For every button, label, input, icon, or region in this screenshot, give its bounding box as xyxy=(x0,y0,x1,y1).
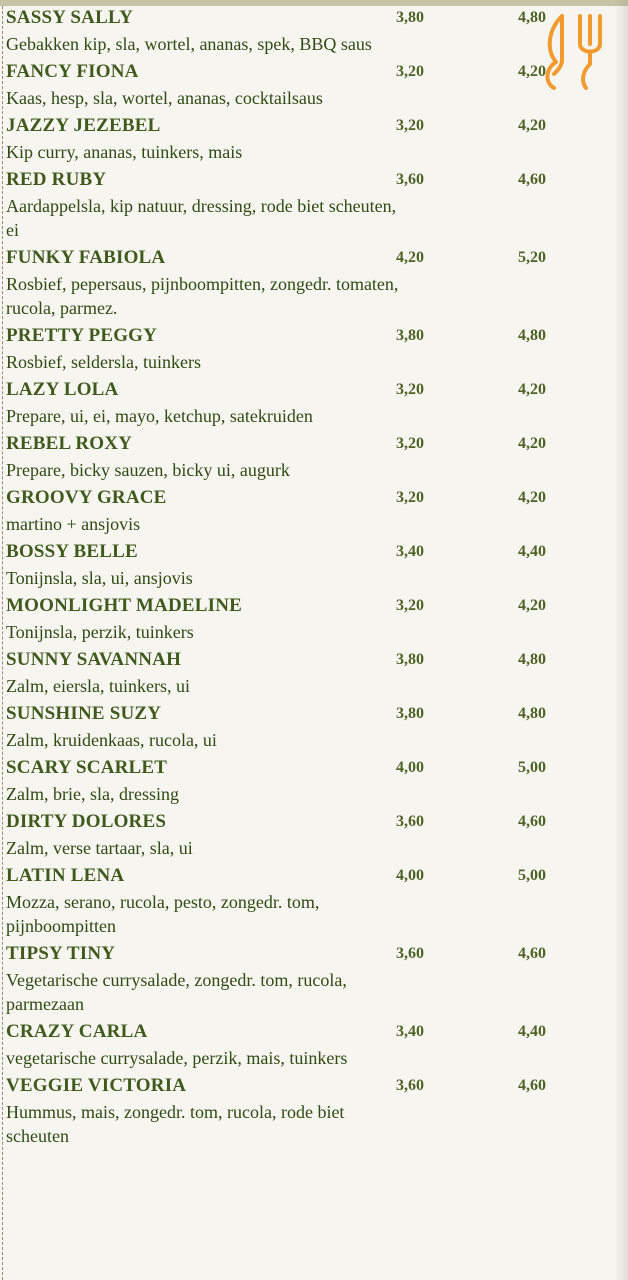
item-price-small: 3,60 xyxy=(396,813,424,830)
item-price-small: 3,20 xyxy=(396,435,424,452)
item-price-large: 4,20 xyxy=(518,63,546,80)
item-price-large: 5,20 xyxy=(518,249,546,266)
item-price-small: 3,20 xyxy=(396,489,424,506)
menu-item-scary-scarlet xyxy=(6,754,606,808)
menu-item-moonlight-madeline xyxy=(6,592,606,646)
item-description: Prepare, bicky sauzen, bicky ui, augurk xyxy=(6,460,290,480)
item-description: Zalm, brie, sla, dressing xyxy=(6,784,179,804)
menu-item-fancy-fiona xyxy=(6,58,606,112)
item-name: JAZZY JEZEBEL xyxy=(6,115,161,136)
item-price-large: 4,60 xyxy=(518,171,546,188)
menu-item-sunny-savannah xyxy=(6,646,606,700)
menu-item-funky-fabiola xyxy=(6,244,606,322)
item-price-small: 3,80 xyxy=(396,705,424,722)
dashed-margin-line xyxy=(2,6,3,1280)
menu-item-sassy-sally xyxy=(6,4,606,58)
menu-item-sunshine-suzy xyxy=(6,700,606,754)
item-price-large: 5,00 xyxy=(518,759,546,776)
item-price-large: 4,20 xyxy=(518,381,546,398)
item-name: MOONLIGHT MADELINE xyxy=(6,595,243,616)
menu-item-veggie-victoria xyxy=(6,1072,606,1150)
item-name: LATIN LENA xyxy=(6,865,125,886)
item-name: PRETTY PEGGY xyxy=(6,325,158,346)
item-price-large: 4,20 xyxy=(518,117,546,134)
item-description: Tonijnsla, sla, ui, ansjovis xyxy=(6,568,193,588)
item-name: SASSY SALLY xyxy=(6,7,133,28)
item-price-small: 3,80 xyxy=(396,327,424,344)
item-price-large: 5,00 xyxy=(518,867,546,884)
item-price-small: 3,20 xyxy=(396,63,424,80)
item-price-small: 3,40 xyxy=(396,543,424,560)
item-description: Zalm, verse tartaar, sla, ui xyxy=(6,838,193,858)
menu-item-red-ruby xyxy=(6,166,606,244)
item-description: Tonijnsla, perzik, tuinkers xyxy=(6,622,194,642)
item-name: SUNNY SAVANNAH xyxy=(6,649,182,670)
item-description: Prepare, ui, ei, mayo, ketchup, satekruiden xyxy=(6,406,313,426)
item-name: CRAZY CARLA xyxy=(6,1021,148,1042)
item-name: FANCY FIONA xyxy=(6,61,139,82)
item-name: VEGGIE VICTORIA xyxy=(6,1075,187,1096)
item-price-small: 3,20 xyxy=(396,381,424,398)
item-name: FUNKY FABIOLA xyxy=(6,247,166,268)
menu-item-latin-lena xyxy=(6,862,606,940)
item-description: Kip curry, ananas, tuinkers, mais xyxy=(6,142,243,162)
item-name: REBEL ROXY xyxy=(6,433,133,454)
item-description: Hummus, mais, zongedr. tom, rucola, rode biet scheuten xyxy=(6,1102,345,1146)
page-edge-shadow xyxy=(614,0,628,1280)
item-name: BOSSY BELLE xyxy=(6,541,138,562)
item-description: Kaas, hesp, sla, wortel, ananas, cocktailsaus xyxy=(6,88,323,108)
item-name: TIPSY TINY xyxy=(6,943,116,964)
menu-item-jazzy-jezebel xyxy=(6,112,606,166)
item-price-large: 4,60 xyxy=(518,813,546,830)
item-description: Vegetarische currysalade, zongedr. tom, rucola, parmezaan xyxy=(6,970,347,1014)
item-price-small: 4,00 xyxy=(396,759,424,776)
item-price-large: 4,20 xyxy=(518,435,546,452)
menu-item-tipsy-tiny xyxy=(6,940,606,1018)
item-price-large: 4,60 xyxy=(518,945,546,962)
item-description: vegetarische currysalade, perzik, mais, tuinkers xyxy=(6,1048,348,1068)
item-price-small: 4,00 xyxy=(396,867,424,884)
item-name: DIRTY DOLORES xyxy=(6,811,167,832)
menu-item-dirty-dolores xyxy=(6,808,606,862)
item-price-small: 3,40 xyxy=(396,1023,424,1040)
item-price-large: 4,20 xyxy=(518,597,546,614)
item-name: RED RUBY xyxy=(6,169,107,190)
item-price-small: 4,20 xyxy=(396,249,424,266)
menu-item-rebel-roxy xyxy=(6,430,606,484)
item-name: GROOVY GRACE xyxy=(6,487,167,508)
item-description: Rosbief, seldersla, tuinkers xyxy=(6,352,201,372)
item-description: Aardappelsla, kip natuur, dressing, rode biet scheuten, ei xyxy=(6,196,397,240)
item-price-large: 4,60 xyxy=(518,1077,546,1094)
item-description: Zalm, eiersla, tuinkers, ui xyxy=(6,676,190,696)
item-price-large: 4,80 xyxy=(518,705,546,722)
item-price-small: 3,80 xyxy=(396,9,424,26)
item-name: SUNSHINE SUZY xyxy=(6,703,162,724)
fork-knife-icon xyxy=(540,10,612,92)
item-name: SCARY SCARLET xyxy=(6,757,168,778)
item-description: Mozza, serano, rucola, pesto, zongedr. tom, pijnboompitten xyxy=(6,892,320,936)
sandwich-menu-list xyxy=(6,4,606,1150)
item-description: Rosbief, pepersaus, pijnboompitten, zongedr. tomaten, rucola, parmez. xyxy=(6,274,399,318)
item-price-large: 4,80 xyxy=(518,9,546,26)
item-price-small: 3,60 xyxy=(396,171,424,188)
item-description: Gebakken kip, sla, wortel, ananas, spek, BBQ saus xyxy=(6,34,372,54)
item-price-small: 3,60 xyxy=(396,1077,424,1094)
item-price-small: 3,20 xyxy=(396,117,424,134)
item-price-small: 3,60 xyxy=(396,945,424,962)
menu-item-lazy-lola xyxy=(6,376,606,430)
item-price-large: 4,40 xyxy=(518,543,546,560)
menu-item-pretty-peggy xyxy=(6,322,606,376)
item-price-large: 4,40 xyxy=(518,1023,546,1040)
item-price-small: 3,80 xyxy=(396,651,424,668)
menu-item-crazy-carla xyxy=(6,1018,606,1072)
item-description: martino + ansjovis xyxy=(6,514,141,534)
item-price-large: 4,80 xyxy=(518,327,546,344)
menu-item-bossy-belle xyxy=(6,538,606,592)
item-name: LAZY LOLA xyxy=(6,379,119,400)
item-price-small: 3,20 xyxy=(396,597,424,614)
item-price-large: 4,20 xyxy=(518,489,546,506)
item-description: Zalm, kruidenkaas, rucola, ui xyxy=(6,730,217,750)
item-price-large: 4,80 xyxy=(518,651,546,668)
menu-item-groovy-grace xyxy=(6,484,606,538)
